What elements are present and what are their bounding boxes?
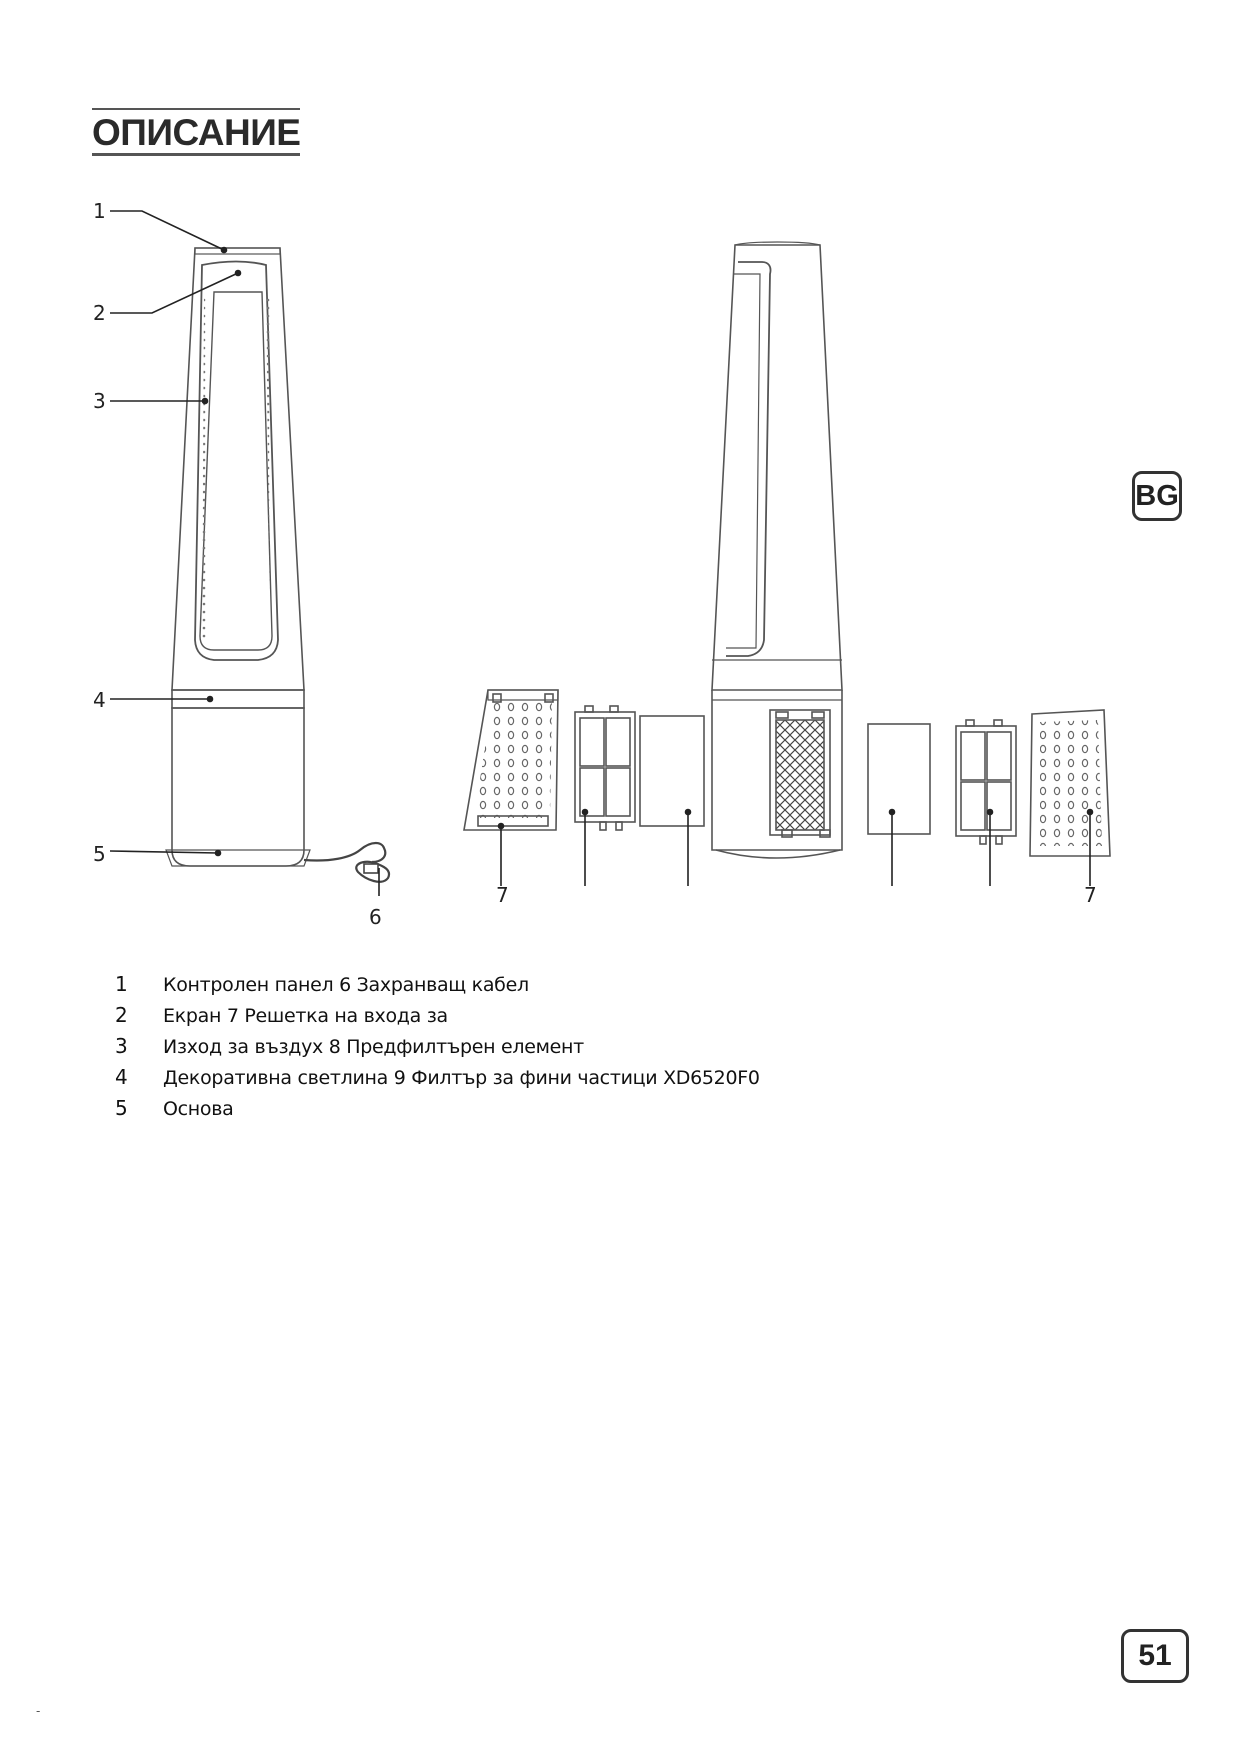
legend-number: 4 [115,1065,128,1089]
legend-number: 3 [115,1034,128,1058]
tower-rear-view [712,242,842,858]
prefilter-right [868,724,930,834]
legend-text: Екран 7 Решетка на входа за [163,1005,448,1027]
callout-7-left: 7 [496,883,509,907]
legend-row [115,1034,760,1065]
inlet-grille-right [1030,710,1110,856]
legend-row [115,1096,760,1127]
legend-row [115,1003,760,1034]
language-badge: BG [1132,471,1182,521]
inlet-grille-left [464,690,558,830]
callout-5: 5 [93,842,106,866]
callout-2: 2 [93,301,106,325]
legend-number: 1 [115,972,128,996]
legend-text: Контролен панел 6 Захранващ кабел [163,974,529,996]
legend-text: Изход за въздух 8 Предфилтърен елемент [163,1036,584,1058]
tower-front-view [166,248,389,882]
prefilter-left [640,716,704,826]
callout-3: 3 [93,389,106,413]
page-title: ОПИСАНИЕ [92,108,300,156]
callout-labels [93,199,1097,929]
callout-leaders-left [110,211,379,896]
legend-row [115,972,760,1003]
callout-1: 1 [93,199,106,223]
callout-4: 4 [93,688,106,712]
page-number: 51 [1121,1629,1189,1683]
legend-number: 5 [115,1096,128,1120]
legend-text: Декоративна светлина 9 Филтър за фини частици XD6520F0 [163,1067,760,1089]
footer-mark: - [36,1704,41,1718]
fine-particle-filter-right [956,720,1016,844]
callout-6: 6 [369,905,382,929]
callout-7-right: 7 [1084,883,1097,907]
legend-text: Основа [163,1098,234,1120]
parts-legend [115,972,760,1127]
legend-number: 2 [115,1003,128,1027]
legend-row [115,1065,760,1096]
